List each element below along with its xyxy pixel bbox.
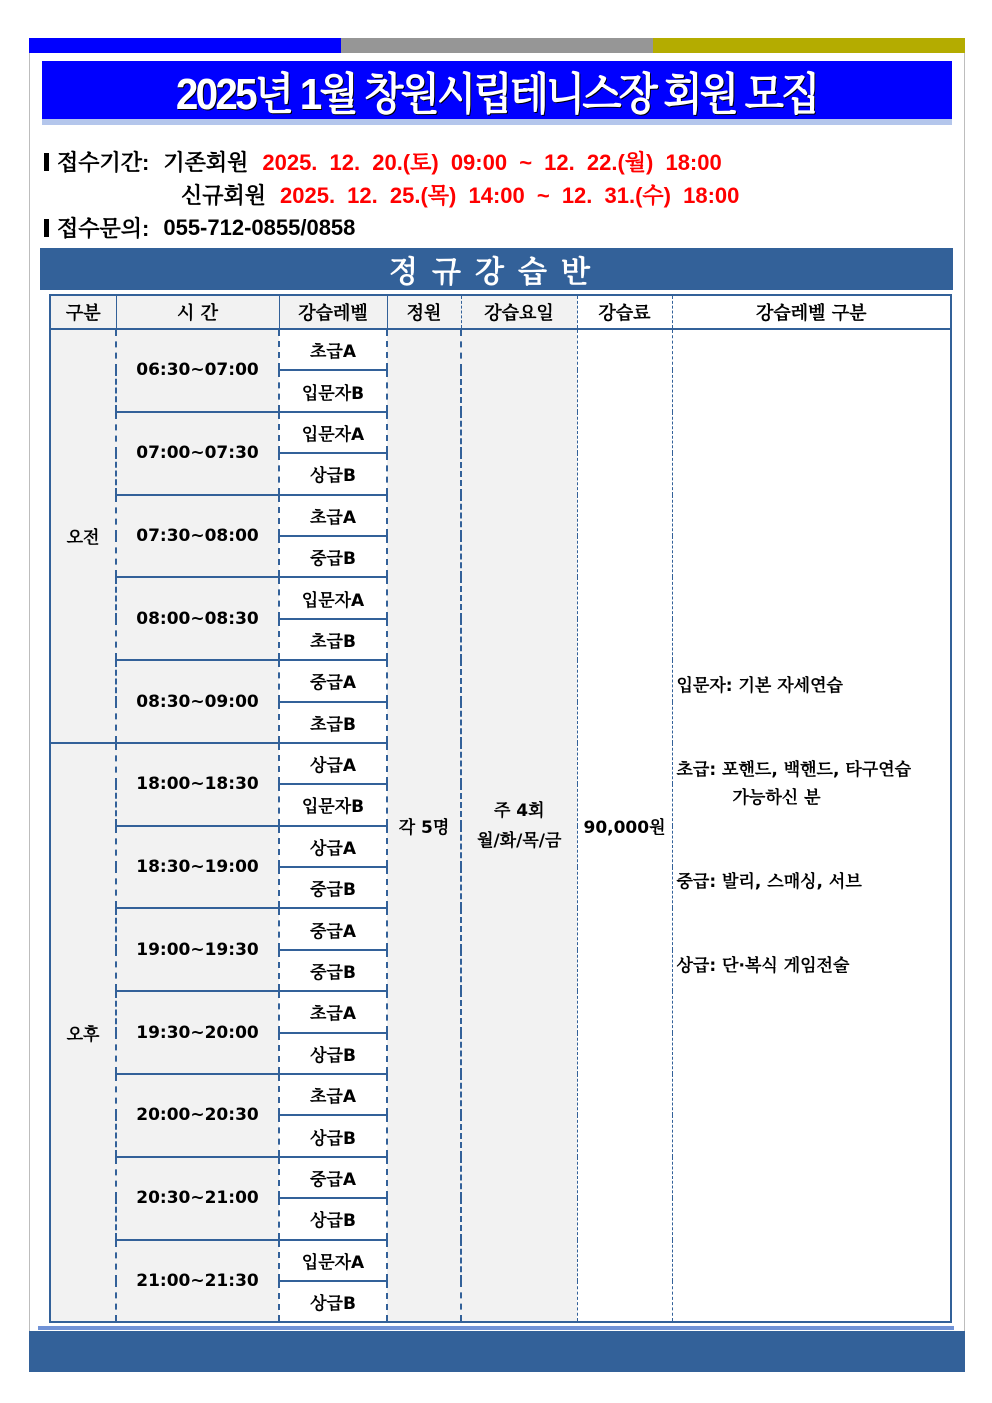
level-cell: 상급A [279, 743, 387, 784]
level-cell: 중급B [279, 950, 387, 991]
level-cell: 초급A [279, 495, 387, 536]
time-slot: 20:00~20:30 [116, 1074, 279, 1157]
time-slot: 08:00~08:30 [116, 577, 279, 660]
time-slot: 19:00~19:30 [116, 908, 279, 991]
time-slot: 08:30~09:00 [116, 660, 279, 743]
level-cell: 초급A [279, 1074, 387, 1115]
capacity-cell: 각 5명 [387, 329, 461, 1322]
level-cell: 초급A [279, 329, 387, 370]
period-pm: 오후 [50, 743, 116, 1322]
level-cell: 입문자A [279, 412, 387, 453]
days-line2: 월/화/목/금 [477, 830, 562, 851]
level-cell: 중급A [279, 1157, 387, 1198]
topbar-gray-segment [341, 38, 653, 53]
level-cell: 상급B [279, 1033, 387, 1074]
topbar-blue-segment [29, 38, 341, 53]
section-title: 정규강습반 [389, 255, 604, 290]
inquiry-label: 접수문의: [57, 216, 150, 241]
time-slot: 07:30~08:00 [116, 495, 279, 578]
days-cell [461, 329, 577, 1322]
page-title: 2025년 1월 창원시립테니스장 회원 모집 [176, 70, 818, 119]
level-cell: 상급B [279, 1281, 387, 1322]
top-color-bar [29, 38, 965, 53]
header-category: 구분 [50, 295, 116, 329]
desc-advanced: 상급: 단·복식 게임전술 [676, 955, 850, 976]
time-slot: 07:00~07:30 [116, 412, 279, 495]
time-slot: 20:30~21:00 [116, 1157, 279, 1240]
inquiry-phone: 055-712-0855/0858 [163, 214, 356, 240]
level-cell: 중급B [279, 536, 387, 577]
level-cell: 초급A [279, 991, 387, 1032]
header-time: 시 간 [116, 295, 279, 329]
level-cell: 중급B [279, 867, 387, 908]
inquiry-line [44, 212, 355, 243]
days-line1: 주 4회 [493, 800, 545, 821]
bottom-divider [38, 1326, 954, 1330]
level-cell: 상급B [279, 453, 387, 494]
registration-new-line [181, 179, 739, 210]
time-slot: 21:00~21:30 [116, 1240, 279, 1323]
table-header-row [50, 295, 951, 329]
fee-cell: 90,000원 [577, 329, 672, 1322]
bullet-icon [44, 219, 49, 237]
time-slot: 18:30~19:00 [116, 826, 279, 909]
desc-intermediate: 중급: 발리, 스매싱, 서브 [676, 871, 862, 892]
level-cell: 상급A [279, 826, 387, 867]
header-fee: 강습료 [577, 295, 672, 329]
topbar-olive-segment [653, 38, 965, 53]
footer-bar [29, 1331, 965, 1372]
header-days: 강습요일 [461, 295, 577, 329]
level-cell: 입문자B [279, 784, 387, 825]
level-description-cell [672, 329, 951, 1322]
title-shadow [42, 119, 952, 125]
title-banner [42, 61, 952, 119]
level-cell: 초급B [279, 702, 387, 743]
header-capacity: 정원 [387, 295, 461, 329]
section-header [40, 248, 953, 290]
header-level: 강습레벨 [279, 295, 387, 329]
level-cell: 상급B [279, 1115, 387, 1156]
desc-novice: 초급: 포핸드, 백핸드, 타구연습 [676, 759, 912, 780]
level-cell: 중급A [279, 660, 387, 701]
desc-novice-cont: 가능하신 분 [732, 787, 821, 808]
class-schedule-table [49, 294, 952, 1323]
table-row [50, 329, 951, 370]
existing-member-period: 2025. 12. 20.(토) 09:00 ~ 12. 22.(월) 18:00 [262, 150, 722, 175]
level-cell: 초급B [279, 619, 387, 660]
new-member-period: 2025. 12. 25.(목) 14:00 ~ 12. 31.(수) 18:00 [280, 183, 740, 208]
registration-existing-line [44, 146, 722, 177]
level-cell: 입문자B [279, 370, 387, 411]
registration-label: 접수기간: [57, 150, 150, 175]
header-level-desc: 강습레벨 구분 [672, 295, 951, 329]
new-member-label: 신규회원 [181, 183, 267, 208]
level-cell: 입문자A [279, 577, 387, 618]
time-slot: 19:30~20:00 [116, 991, 279, 1074]
existing-member-label: 기존회원 [163, 150, 249, 175]
desc-beginner: 입문자: 기본 자세연습 [676, 675, 843, 696]
time-slot: 18:00~18:30 [116, 743, 279, 826]
bullet-icon [44, 153, 49, 171]
level-cell: 입문자A [279, 1240, 387, 1281]
level-cell: 상급B [279, 1198, 387, 1239]
level-cell: 중급A [279, 908, 387, 949]
period-am: 오전 [50, 329, 116, 743]
time-slot: 06:30~07:00 [116, 329, 279, 412]
